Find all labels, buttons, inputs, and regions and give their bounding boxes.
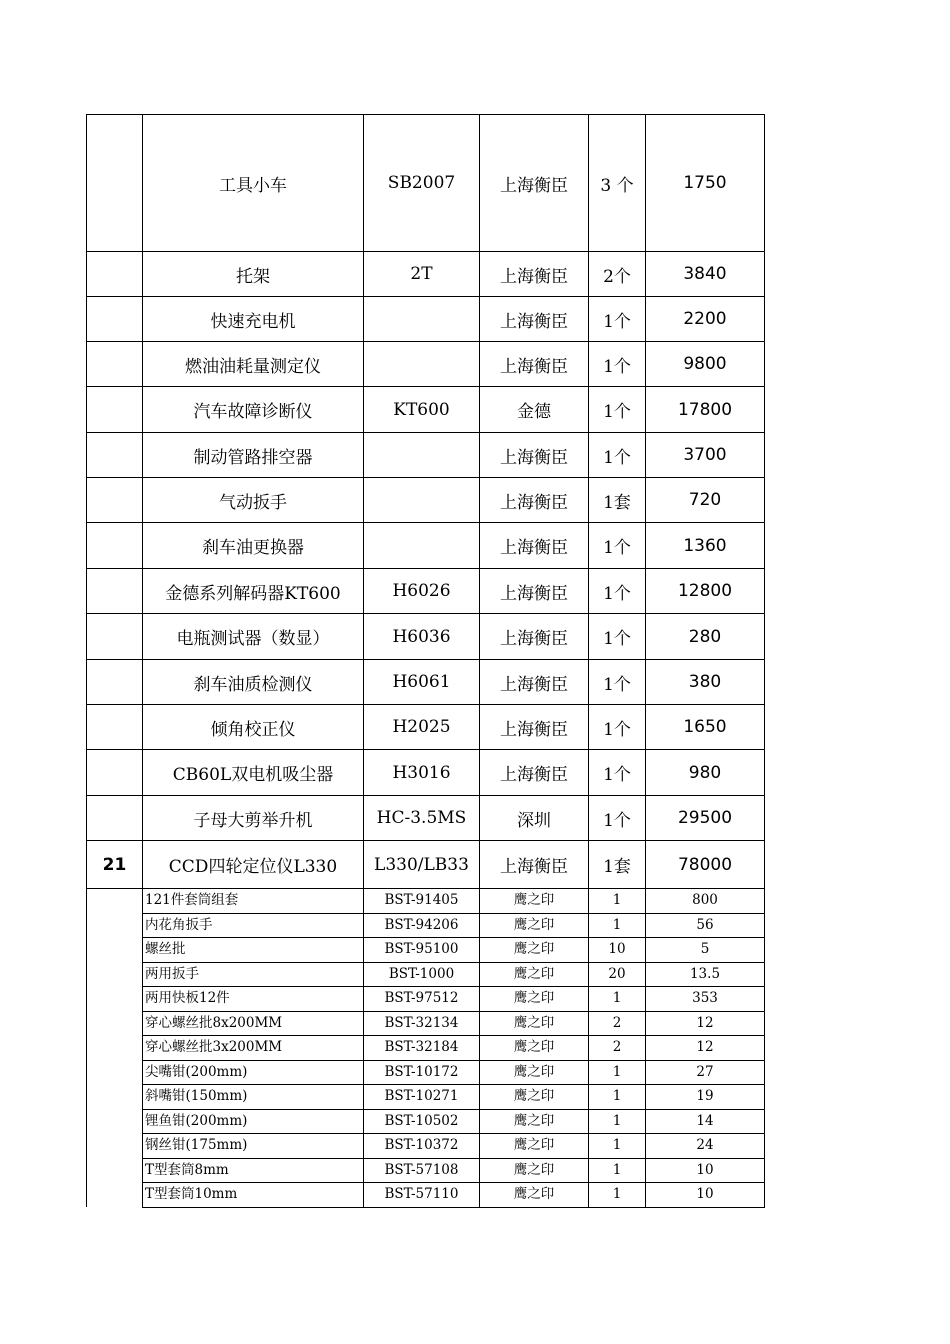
cell-model: BST-95100	[364, 938, 480, 963]
cell-price: 353	[646, 987, 765, 1012]
cell-index	[87, 115, 143, 252]
cell-model: BST-10502	[364, 1109, 480, 1134]
table-row	[87, 705, 765, 750]
cell-manufacturer: 鹰之印	[480, 1060, 589, 1085]
table-row	[87, 796, 765, 841]
cell-model: BST-57110	[364, 1183, 480, 1208]
cell-price: 12	[646, 1011, 765, 1036]
table-row	[87, 841, 765, 889]
cell-manufacturer: 鹰之印	[480, 1011, 589, 1036]
cell-model: H6036	[364, 614, 480, 660]
cell-manufacturer: 鹰之印	[480, 1183, 589, 1208]
table-row	[87, 750, 765, 796]
cell-quantity: 1套	[589, 841, 646, 889]
cell-item-name: 燃油油耗量测定仪	[143, 342, 364, 387]
cell-model: KT600	[364, 387, 480, 433]
cell-index	[87, 660, 143, 705]
cell-manufacturer: 鹰之印	[480, 1158, 589, 1183]
table-row	[87, 913, 765, 938]
cell-quantity: 1个	[589, 705, 646, 750]
cell-index	[87, 342, 143, 387]
cell-quantity: 2个	[589, 252, 646, 297]
table-row	[87, 1085, 765, 1110]
cell-price: 29500	[646, 796, 765, 841]
cell-price: 10	[646, 1183, 765, 1208]
cell-item-name: 刹车油更换器	[143, 523, 364, 569]
cell-quantity: 1个	[589, 523, 646, 569]
cell-item-name: 托架	[143, 252, 364, 297]
cell-price: 2200	[646, 297, 765, 342]
cell-item-name: 螺丝批	[143, 938, 364, 963]
cell-model: 2T	[364, 252, 480, 297]
table-row	[87, 962, 765, 987]
cell-manufacturer: 鹰之印	[480, 1134, 589, 1159]
cell-item-name: 制动管路排空器	[143, 433, 364, 478]
cell-item-name: 金德系列解码器KT600	[143, 569, 364, 614]
table-row	[87, 1036, 765, 1061]
cell-price: 27	[646, 1060, 765, 1085]
cell-manufacturer: 上海衡臣	[480, 705, 589, 750]
cell-quantity: 1	[589, 913, 646, 938]
cell-index	[87, 889, 143, 1208]
cell-model	[364, 523, 480, 569]
cell-manufacturer: 上海衡臣	[480, 297, 589, 342]
cell-quantity: 1个	[589, 750, 646, 796]
cell-model: H2025	[364, 705, 480, 750]
cell-quantity: 1	[589, 1183, 646, 1208]
cell-quantity: 1个	[589, 433, 646, 478]
cell-manufacturer: 上海衡臣	[480, 523, 589, 569]
cell-item-name: 气动扳手	[143, 478, 364, 523]
table-row	[87, 1060, 765, 1085]
cell-manufacturer: 鹰之印	[480, 913, 589, 938]
cell-price: 1650	[646, 705, 765, 750]
cell-manufacturer: 上海衡臣	[480, 342, 589, 387]
cell-index	[87, 569, 143, 614]
cell-item-name: 内花角扳手	[143, 913, 364, 938]
cell-index	[87, 297, 143, 342]
table-row	[87, 1158, 765, 1183]
table-row	[87, 252, 765, 297]
cell-price: 14	[646, 1109, 765, 1134]
table-row	[87, 523, 765, 569]
table-row	[87, 342, 765, 387]
cell-index	[87, 705, 143, 750]
cell-item-name: 刹车油质检测仪	[143, 660, 364, 705]
cell-item-name: T型套筒8mm	[143, 1158, 364, 1183]
cell-price: 280	[646, 614, 765, 660]
cell-manufacturer: 鹰之印	[480, 938, 589, 963]
table-row	[87, 569, 765, 614]
cell-model	[364, 478, 480, 523]
cell-manufacturer: 上海衡臣	[480, 433, 589, 478]
cell-item-name: 钢丝钳(175mm)	[143, 1134, 364, 1159]
table-row	[87, 478, 765, 523]
cell-price: 980	[646, 750, 765, 796]
cell-model: HC-3.5MS	[364, 796, 480, 841]
cell-price: 3840	[646, 252, 765, 297]
cell-index	[87, 796, 143, 841]
cell-manufacturer: 鹰之印	[480, 1036, 589, 1061]
table-row	[87, 889, 765, 914]
cell-quantity: 1套	[589, 478, 646, 523]
cell-model: BST-32134	[364, 1011, 480, 1036]
cell-model: H3016	[364, 750, 480, 796]
cell-model: SB2007	[364, 115, 480, 252]
cell-item-name: 尖嘴钳(200mm)	[143, 1060, 364, 1085]
cell-quantity: 1个	[589, 569, 646, 614]
cell-item-name: 穿心螺丝批8x200MM	[143, 1011, 364, 1036]
cell-manufacturer: 上海衡臣	[480, 252, 589, 297]
cell-quantity: 1个	[589, 342, 646, 387]
cell-model: BST-10271	[364, 1085, 480, 1110]
cell-index	[87, 523, 143, 569]
cell-quantity: 1	[589, 889, 646, 914]
cell-model: BST-1000	[364, 962, 480, 987]
cell-price: 56	[646, 913, 765, 938]
cell-quantity: 10	[589, 938, 646, 963]
cell-model: BST-94206	[364, 913, 480, 938]
cell-manufacturer: 鹰之印	[480, 987, 589, 1012]
table-row	[87, 660, 765, 705]
cell-quantity: 3 个	[589, 115, 646, 252]
cell-model: H6026	[364, 569, 480, 614]
cell-model: BST-57108	[364, 1158, 480, 1183]
cell-model	[364, 297, 480, 342]
cell-quantity: 1	[589, 1109, 646, 1134]
cell-price: 380	[646, 660, 765, 705]
cell-price: 24	[646, 1134, 765, 1159]
cell-model: BST-97512	[364, 987, 480, 1012]
cell-price: 1750	[646, 115, 765, 252]
cell-quantity: 1	[589, 1085, 646, 1110]
table-row	[87, 987, 765, 1012]
table-row	[87, 387, 765, 433]
cell-quantity: 1	[589, 1060, 646, 1085]
cell-manufacturer: 鹰之印	[480, 1109, 589, 1134]
cell-item-name: 工具小车	[143, 115, 364, 252]
cell-quantity: 1个	[589, 796, 646, 841]
cell-manufacturer: 上海衡臣	[480, 841, 589, 889]
cell-item-name: 两用扳手	[143, 962, 364, 987]
cell-model: L330/LB33	[364, 841, 480, 889]
cell-price: 12	[646, 1036, 765, 1061]
cell-item-name: 子母大剪举升机	[143, 796, 364, 841]
cell-item-name: 快速充电机	[143, 297, 364, 342]
cell-index	[87, 252, 143, 297]
cell-manufacturer: 深圳	[480, 796, 589, 841]
cell-price: 10	[646, 1158, 765, 1183]
cell-model: BST-10372	[364, 1134, 480, 1159]
table-row	[87, 115, 765, 252]
cell-quantity: 1个	[589, 660, 646, 705]
cell-price: 720	[646, 478, 765, 523]
cell-price: 78000	[646, 841, 765, 889]
cell-item-name: CB60L双电机吸尘器	[143, 750, 364, 796]
cell-item-name: 倾角校正仪	[143, 705, 364, 750]
table-row	[87, 433, 765, 478]
cell-price: 9800	[646, 342, 765, 387]
cell-model: BST-32184	[364, 1036, 480, 1061]
cell-model: BST-91405	[364, 889, 480, 914]
cell-manufacturer: 鹰之印	[480, 962, 589, 987]
cell-index	[87, 433, 143, 478]
cell-model	[364, 433, 480, 478]
cell-manufacturer: 上海衡臣	[480, 115, 589, 252]
cell-manufacturer: 上海衡臣	[480, 750, 589, 796]
cell-quantity: 20	[589, 962, 646, 987]
table-row	[87, 938, 765, 963]
cell-model: BST-10172	[364, 1060, 480, 1085]
cell-quantity: 1个	[589, 297, 646, 342]
cell-manufacturer: 鹰之印	[480, 1085, 589, 1110]
table-row	[87, 1134, 765, 1159]
cell-quantity: 2	[589, 1011, 646, 1036]
cell-item-name: 穿心螺丝批3x200MM	[143, 1036, 364, 1061]
cell-quantity: 1	[589, 1134, 646, 1159]
cell-price: 1360	[646, 523, 765, 569]
cell-index	[87, 387, 143, 433]
cell-quantity: 1个	[589, 614, 646, 660]
cell-quantity: 2	[589, 1036, 646, 1061]
cell-price: 17800	[646, 387, 765, 433]
cell-item-name: 汽车故障诊断仪	[143, 387, 364, 433]
table-row	[87, 1109, 765, 1134]
cell-item-name: 121件套筒组套	[143, 889, 364, 914]
equipment-table	[86, 114, 765, 1208]
cell-item-name: 斜嘴钳(150mm)	[143, 1085, 364, 1110]
cell-price: 19	[646, 1085, 765, 1110]
table-row	[87, 1183, 765, 1208]
cell-index	[87, 750, 143, 796]
cell-quantity: 1	[589, 1158, 646, 1183]
cell-quantity: 1个	[589, 387, 646, 433]
cell-price: 800	[646, 889, 765, 914]
cell-index	[87, 478, 143, 523]
cell-manufacturer: 上海衡臣	[480, 569, 589, 614]
cell-price: 5	[646, 938, 765, 963]
cell-manufacturer: 金德	[480, 387, 589, 433]
cell-item-name: 电瓶测试器（数显）	[143, 614, 364, 660]
table-row	[87, 1011, 765, 1036]
table-body	[87, 115, 765, 1208]
cell-price: 13.5	[646, 962, 765, 987]
cell-manufacturer: 鹰之印	[480, 889, 589, 914]
cell-item-name: 两用快板12件	[143, 987, 364, 1012]
cell-item-name: T型套筒10mm	[143, 1183, 364, 1208]
cell-model	[364, 342, 480, 387]
cell-index	[87, 614, 143, 660]
cell-item-name: 锂鱼钳(200mm)	[143, 1109, 364, 1134]
cell-manufacturer: 上海衡臣	[480, 478, 589, 523]
cell-price: 3700	[646, 433, 765, 478]
cell-item-name: CCD四轮定位仪L330	[143, 841, 364, 889]
cell-quantity: 1	[589, 987, 646, 1012]
table-row	[87, 614, 765, 660]
cell-manufacturer: 上海衡臣	[480, 614, 589, 660]
table-row	[87, 297, 765, 342]
cell-model: H6061	[364, 660, 480, 705]
cell-manufacturer: 上海衡臣	[480, 660, 589, 705]
cell-index: 21	[87, 841, 143, 889]
cell-price: 12800	[646, 569, 765, 614]
